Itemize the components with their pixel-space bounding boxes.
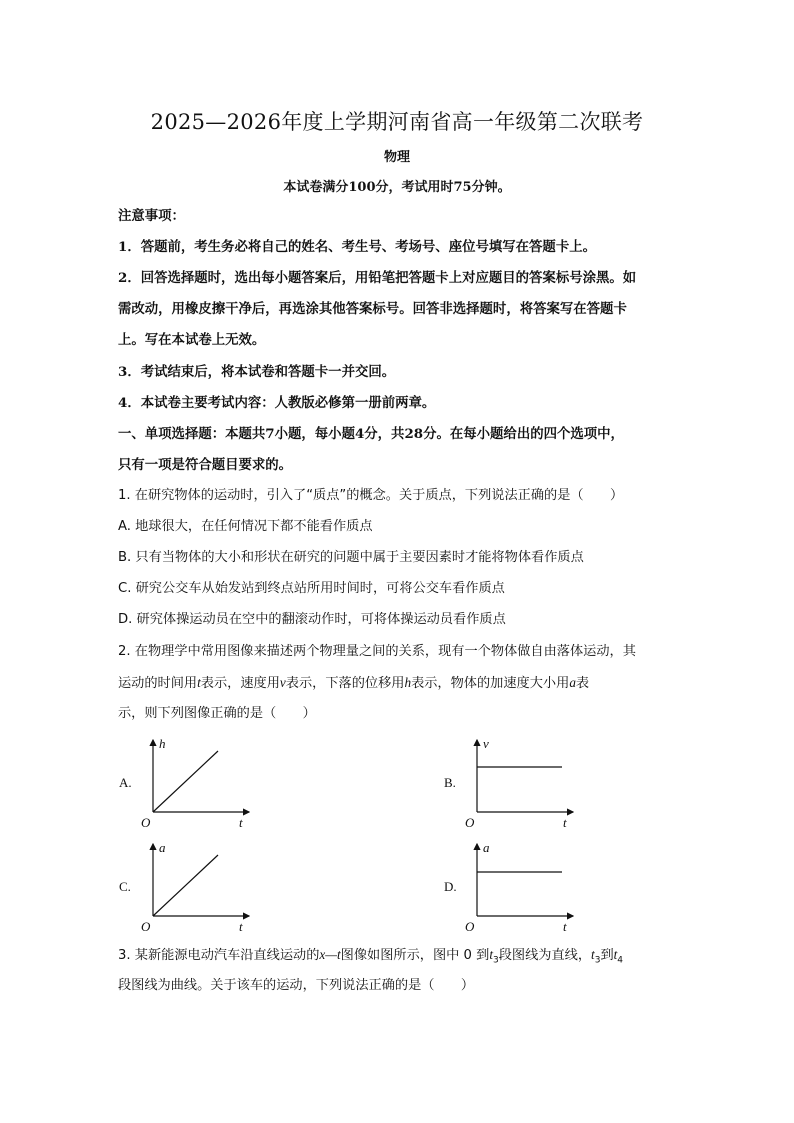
question-2-line-1: 2. 在物理学中常用图像来描述两个物理量之间的关系，现有一个物体做自由落体运动，其 (118, 644, 636, 659)
var-t3: t (489, 947, 493, 962)
q3-text-c: 段图线为直线， (498, 948, 592, 963)
question-2-line-3: 示，则下列图像正确的是（ ） (118, 706, 316, 721)
y-axis-label: a (483, 840, 490, 855)
question-1-option-d: D. 研究体操运动员在空中的翻滚动作时，可将体操运动员看作质点 (118, 612, 506, 627)
var-xt: x—t (319, 947, 341, 962)
q2-text-a: 运动的时间用 (118, 676, 198, 691)
section-1-heading-line-1: 一、单项选择题：本题共7小题，每小题4分，共28分。在每小题给出的四个选项中， (118, 426, 624, 442)
question-2-line-2 (118, 674, 589, 693)
note-3: 3．考试结束后，将本试卷和答题卡一并交回。 (118, 364, 396, 380)
x-axis-label: t (563, 919, 567, 934)
q2-text-d: 表示，物体的加速度大小用 (411, 676, 570, 691)
x-axis-label: t (563, 815, 567, 830)
q2-text-c: 表示，下落的位移用 (285, 676, 405, 691)
question-1-option-b: B. 只有当物体的大小和形状在研究的问题中属于主要因素时才能将物体看作质点 (118, 550, 584, 565)
subject-label: 物理 (383, 150, 410, 165)
var-t3b-sub: 3 (594, 955, 601, 966)
graph-line (153, 751, 218, 812)
option-a-graph (136, 734, 256, 834)
var-t3b: t (591, 947, 595, 962)
question-1-option-c: C. 研究公交车从始发站到终点站所用时间时，可将公交车看作质点 (118, 581, 505, 596)
option-c-graph (136, 838, 256, 938)
q2-text-e: 表 (575, 676, 590, 691)
note-2-line-2: 需改动，用橡皮擦干净后，再选涂其他答案标号。回答非选择题时，将答案写在答题卡 (118, 301, 627, 317)
option-b-label: B. (444, 775, 456, 790)
origin-label: O (141, 815, 151, 830)
exam-title: 2025—2026年度上学期河南省高一年级第二次联考 (150, 110, 644, 134)
origin-label: O (465, 919, 475, 934)
notes-heading: 注意事项： (118, 208, 185, 224)
q3-text-a: 3. 某新能源电动汽车沿直线运动的 (118, 948, 320, 963)
note-1: 1．答题前，考生务必将自己的姓名、考生号、考场号、座位号填写在答题卡上。 (118, 239, 596, 255)
y-axis-label: v (483, 736, 489, 751)
question-3-line-1 (118, 946, 623, 970)
note-2-line-3: 上。写在本试卷上无效。 (118, 332, 266, 348)
option-b-graph (460, 734, 580, 834)
option-d-label: D. (444, 879, 457, 894)
section-1-heading-line-2: 只有一项是符合题目要求的。 (118, 457, 293, 473)
question-1-option-a: A. 地球很大，在任何情况下都不能看作质点 (118, 519, 373, 534)
var-t4-sub: 4 (617, 955, 624, 966)
x-axis-label: t (239, 815, 243, 830)
var-a: a (569, 675, 576, 690)
var-t3-sub: 3 (492, 955, 499, 966)
y-axis-label: h (159, 736, 166, 751)
var-v: v (279, 675, 286, 690)
q3-text-d: 到 (600, 948, 614, 963)
question-3-line-2: 段图线为曲线。关于该车的运动，下列说法正确的是（ ） (118, 978, 475, 993)
y-axis-label: a (159, 840, 166, 855)
origin-label: O (141, 919, 151, 934)
exam-meta: 本试卷满分100分，考试用时75分钟。 (283, 180, 511, 195)
option-a-label: A. (119, 775, 132, 790)
note-4: 4．本试卷主要考试内容：人教版必修第一册前两章。 (118, 395, 436, 411)
var-t4: t (613, 947, 618, 962)
question-1-stem: 1. 在研究物体的运动时，引入了“质点”的概念。关于质点，下列说法正确的是（ ） (118, 488, 624, 503)
var-h: h (404, 675, 412, 690)
graph-line (153, 855, 218, 916)
q2-text-b: 表示，速度用 (200, 676, 280, 691)
var-t: t (197, 675, 201, 690)
q3-text-b: 图像如图所示，图中 0 到 (340, 948, 490, 963)
option-d-graph (460, 838, 580, 938)
note-2-line-1: 2．回答选择题时，选出每小题答案后，用铅笔把答题卡上对应题目的答案标号涂黑。如 (118, 270, 637, 286)
x-axis-label: t (239, 919, 243, 934)
option-c-label: C. (119, 879, 131, 894)
origin-label: O (465, 815, 475, 830)
